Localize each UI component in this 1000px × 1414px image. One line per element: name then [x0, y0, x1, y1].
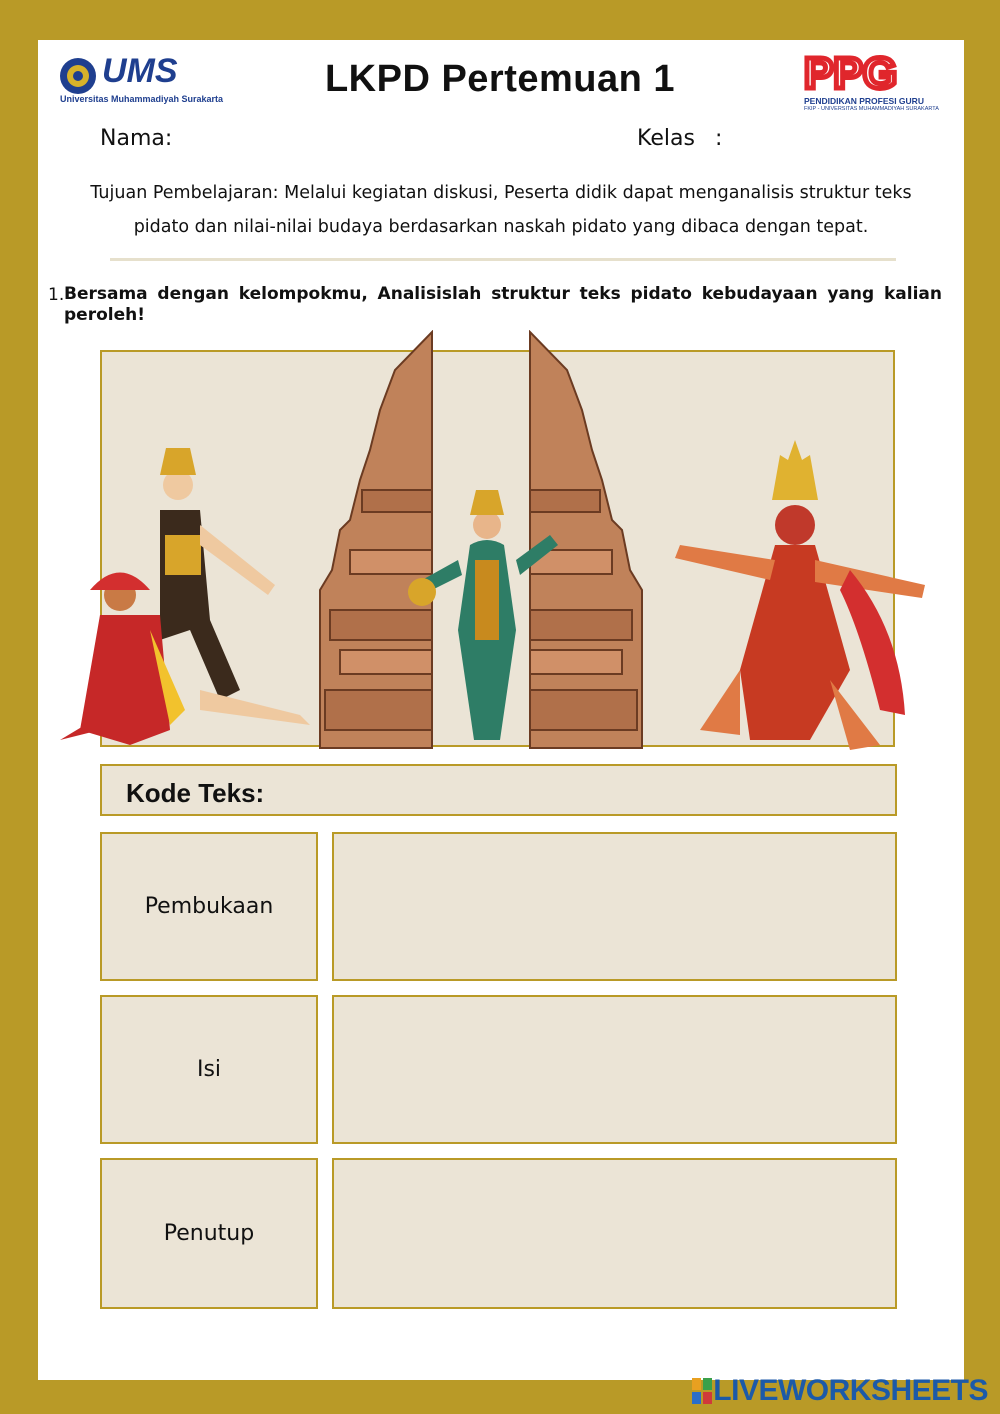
answer-field-isi[interactable]	[332, 995, 897, 1144]
name-label: Nama:	[100, 126, 173, 151]
row-label-penutup	[100, 1158, 318, 1309]
liveworksheets-logo-icon	[692, 1378, 714, 1408]
split-gate-left-icon	[320, 332, 432, 748]
liveworksheets-watermark[interactable]: LIVEWORKSHEETS	[713, 1374, 988, 1407]
kode-teks-bar	[100, 764, 897, 816]
ppg-logo-glyphs: PPG	[804, 50, 897, 94]
ppg-subsubtitle: FKIP - UNIVERSITAS MUHAMMADIYAH SURAKARTA	[804, 106, 939, 112]
rama-archer-dancer-icon	[160, 448, 310, 725]
divider	[110, 258, 896, 261]
row-label-isi	[100, 995, 318, 1144]
answer-field-penutup[interactable]	[332, 1158, 897, 1309]
row-label-pembukaan	[100, 832, 318, 981]
class-label: Kelas	[637, 126, 695, 151]
kode-teks-label: Kode Teks:	[126, 778, 265, 808]
row-label-text: Isi	[196, 1057, 222, 1082]
answer-field-pembukaan[interactable]	[332, 832, 897, 981]
page-title: LKPD Pertemuan 1	[324, 58, 676, 100]
class-colon: :	[715, 126, 723, 151]
objective-line-2: pidato dan nilai-nilai budaya berdasarkan naskah pidato yang dibaca dengan tepat.	[133, 217, 869, 237]
learning-objective	[38, 176, 964, 244]
balinese-dance-illustration	[50, 330, 950, 760]
ppg-subtitle: PENDIDIKAN PROFESI GURU	[804, 96, 924, 106]
row-label-text: Pembukaan	[144, 894, 274, 919]
ppg-logo-mark-icon	[800, 50, 920, 94]
ums-logo-text: UMS	[102, 52, 178, 90]
row-label-text: Penutup	[163, 1221, 255, 1246]
ppg-logo	[800, 50, 939, 112]
question-number: 1.	[48, 285, 65, 305]
question-text: Bersama dengan kelompokmu, Analisislah struktur teks pidato kebudayaan yang kalian peroleh!	[64, 284, 942, 325]
rahwana-demon-dancer-icon	[675, 440, 925, 750]
ums-subtitle: Universitas Muhammadiyah Surakarta	[60, 94, 224, 104]
objective-line-1: Tujuan Pembelajaran: Melalui kegiatan diskusi, Peserta didik dapat menganalisis struktur teks	[90, 183, 912, 203]
